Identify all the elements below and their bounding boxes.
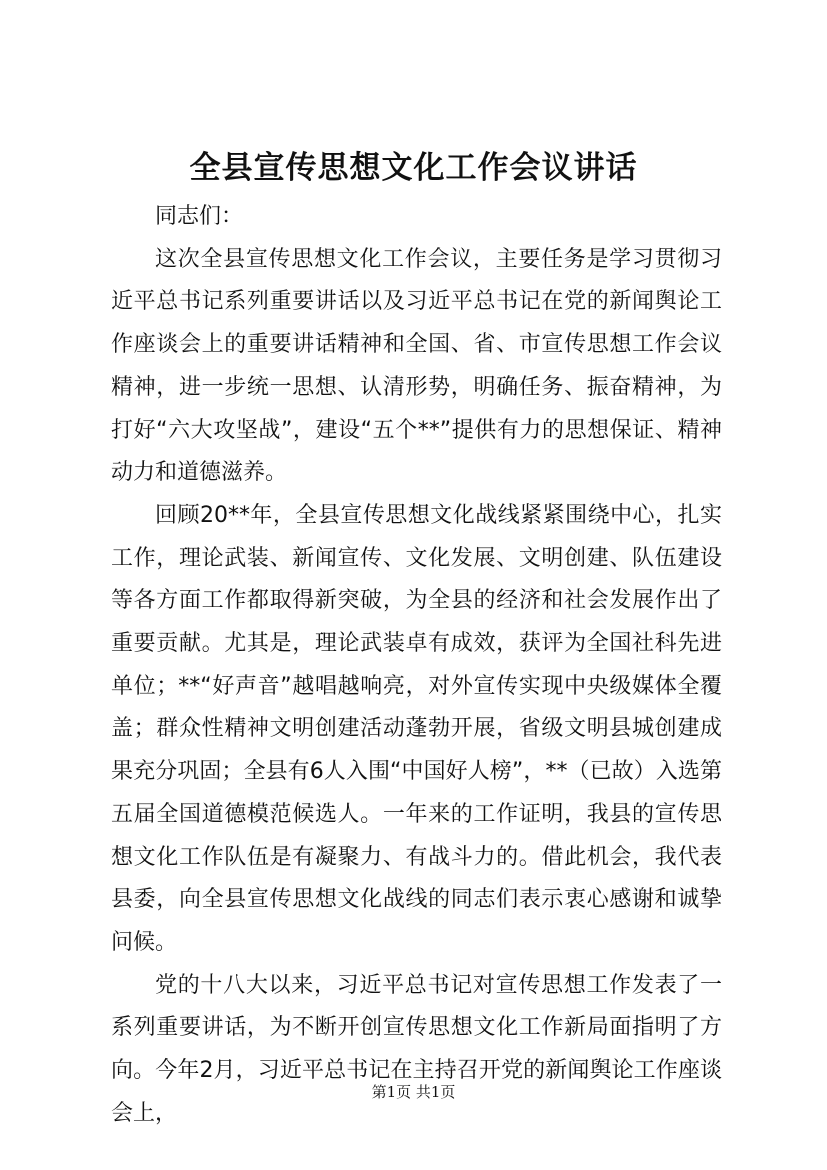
body-paragraph-2: 回顾20**年，全县宣传思想文化战线紧紧围绕中心，扎实工作，理论武装、新闻宣传、文化发展、文明创建、队伍建设等各方面工作都取得新突破，为全县的经济和社会发展作出了重要贡献。尤其是，理论武装卓有成效，获评为全国社科先进单位；**“好声音”越唱越响亮，对外宣传实现中央级媒体全覆盖；群众性精神文明创建活动蓬勃开展，省级文明县城创建成果充分巩固；全县有6人入围“中国好人榜”，**（已故）入选第五届全国道德模范候选人。一年来的工作证明，我县的宣传思想文化工作队伍是有凝聚力、有战斗力的。借此机会，我代表县委，向全县宣传思想文化战线的同志们表示衷心感谢和诚挚问候。 xyxy=(111,502,722,955)
body-paragraph-1: 这次全县宣传思想文化工作会议，主要任务是学习贯彻习近平总书记系列重要讲话以及习近平总书记在党的新闻舆论工作座谈会上的重要讲话精神和全国、省、市宣传思想工作会议精神，进一步统一思想、认清形势，明确任务、振奋精神，为打好“六大攻坚战”，建设“五个**”提供有力的思想保证、精神动力和道德滋养。 xyxy=(111,246,722,486)
body-paragraph-3: 党的十八大以来，习近平总书记对宣传思想工作发表了一系列重要讲话，为不断开创宣传思想文化工作新局面指明了方向。今年2月，习近平总书记在主持召开党的新闻舆论工作座谈会上， xyxy=(111,972,722,1126)
page-footer: 第1页 共1页 xyxy=(371,1083,456,1101)
document-title: 全县宣传思想文化工作会议讲话 xyxy=(189,150,638,186)
salutation-paragraph: 同志们： xyxy=(155,204,244,229)
document-body xyxy=(111,196,722,1135)
